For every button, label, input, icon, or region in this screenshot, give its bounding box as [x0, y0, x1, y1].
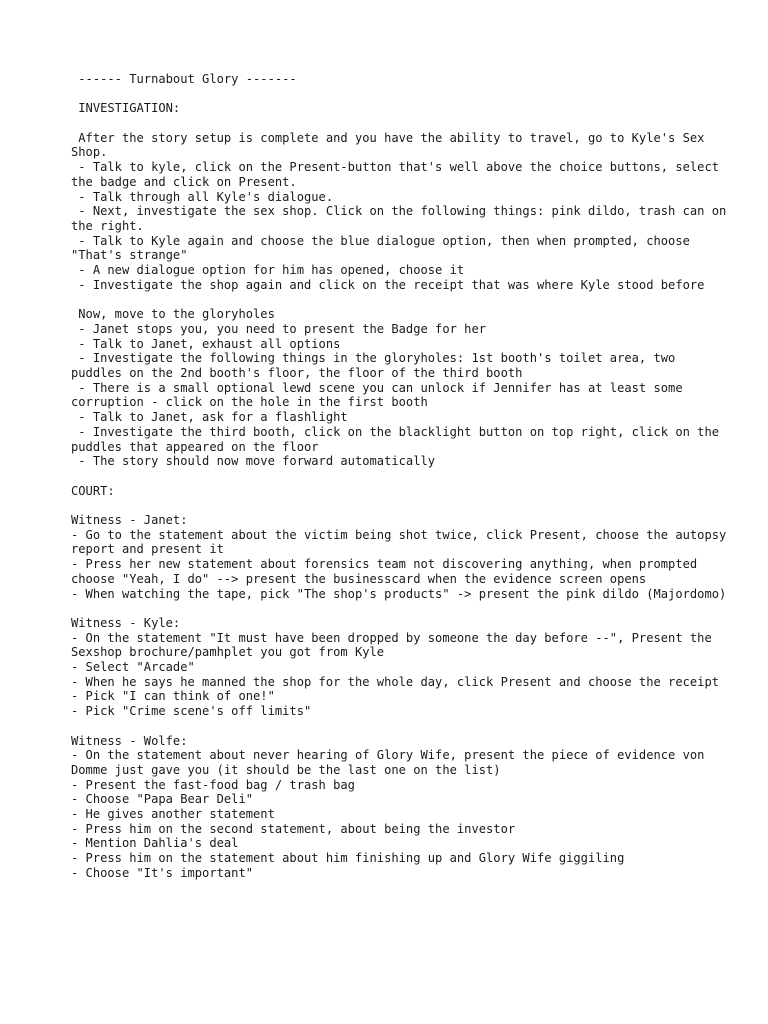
- text-line: - Press her new statement about forensics team not discovering anything, when prompted choose "Yeah, I do" --> present the businesscard when the evidence screen opens: [71, 557, 705, 586]
- text-line: - Choose "It's important": [71, 865, 254, 880]
- text-line: - When he says he manned the shop for the whole day, click Present and choose the receipt: [71, 674, 720, 689]
- text-line: - The story should now move forward automatically: [71, 454, 436, 469]
- blank-line: [71, 469, 731, 484]
- text-line: - Mention Dahlia's deal: [71, 836, 239, 851]
- text-line: - Present the fast-food bag / trash bag: [71, 777, 355, 792]
- blank-line: [71, 87, 731, 102]
- text-line: - Choose "Papa Bear Deli": [71, 792, 254, 807]
- blank-line: [71, 293, 731, 308]
- text-line: Witness - Janet:: [71, 513, 188, 528]
- blank-line: [71, 116, 731, 131]
- blank-line: [71, 719, 731, 734]
- text-line: - Pick "I can think of one!": [71, 689, 275, 704]
- blank-line: [71, 601, 731, 616]
- text-line: - Talk through all Kyle's dialogue.: [71, 189, 334, 204]
- blank-line: [71, 498, 731, 513]
- text-line: INVESTIGATION:: [71, 101, 181, 116]
- text-line: - Talk to Kyle again and choose the blue dialogue option, then when prompted, choose "That's strange": [71, 233, 698, 263]
- text-line: - Go to the statement about the victim being shot twice, click Present, choose the autopsy report and present it: [71, 527, 734, 557]
- text-line: - Talk to Janet, exhaust all options: [71, 336, 341, 351]
- text-line: - Investigate the third booth, click on the blacklight button on top right, click on the puddles that appeared on the floor: [71, 424, 727, 454]
- text-line: COURT:: [71, 483, 115, 498]
- text-line: ------ Turnabout Glory -------: [71, 72, 297, 86]
- text-line: Now, move to the gloryholes: [71, 307, 275, 322]
- walkthrough-document: [71, 72, 734, 881]
- text-line: - He gives another statement: [71, 807, 275, 822]
- text-line: - There is a small optional lewd scene you can unlock if Jennifer has at least some corruption - click on the hole in the first booth: [71, 380, 690, 410]
- text-line: - Investigate the following things in the gloryholes: 1st booth's toilet area, two puddles on the 2nd booth's floor, the floor of the third booth: [71, 351, 683, 381]
- text-line: - Select "Arcade": [71, 660, 195, 675]
- text-line: - A new dialogue option for him has opened, choose it: [71, 263, 465, 278]
- text-line: - Press him on the second statement, about being the investor: [71, 821, 516, 836]
- text-line: - Investigate the shop again and click on the receipt that was where Kyle stood before: [71, 277, 705, 292]
- text-line: - Talk to Janet, ask for a flashlight: [71, 410, 348, 425]
- text-line: After the story setup is complete and you have the ability to travel, go to Kyle's Sex Shop.: [71, 130, 712, 160]
- text-line: - On the statement about never hearing of Glory Wife, present the piece of evidence von Domme just gave you (it should be the last one on the list): [71, 748, 712, 777]
- text-line: - Talk to kyle, click on the Present-button that's well above the choice buttons, select the badge and click on Present.: [71, 160, 727, 189]
- text-line: - Next, investigate the sex shop. Click on the following things: pink dildo, trash can on the right.: [71, 204, 734, 233]
- text-line: Witness - Wolfe:: [71, 733, 188, 748]
- text-line: - On the statement "It must have been dropped by someone the day before --", Present the Sexshop brochure/pamhplet you got from Kyle: [71, 630, 720, 660]
- text-line: - When watching the tape, pick "The shop's products" -> present the pink dildo (Majordomo): [71, 586, 727, 601]
- text-line: - Press him on the statement about him finishing up and Glory Wife giggiling: [71, 851, 625, 866]
- text-line: Witness - Kyle:: [71, 615, 181, 630]
- text-line: - Janet stops you, you need to present the Badge for her: [71, 321, 487, 336]
- text-line: - Pick "Crime scene's off limits": [71, 704, 312, 719]
